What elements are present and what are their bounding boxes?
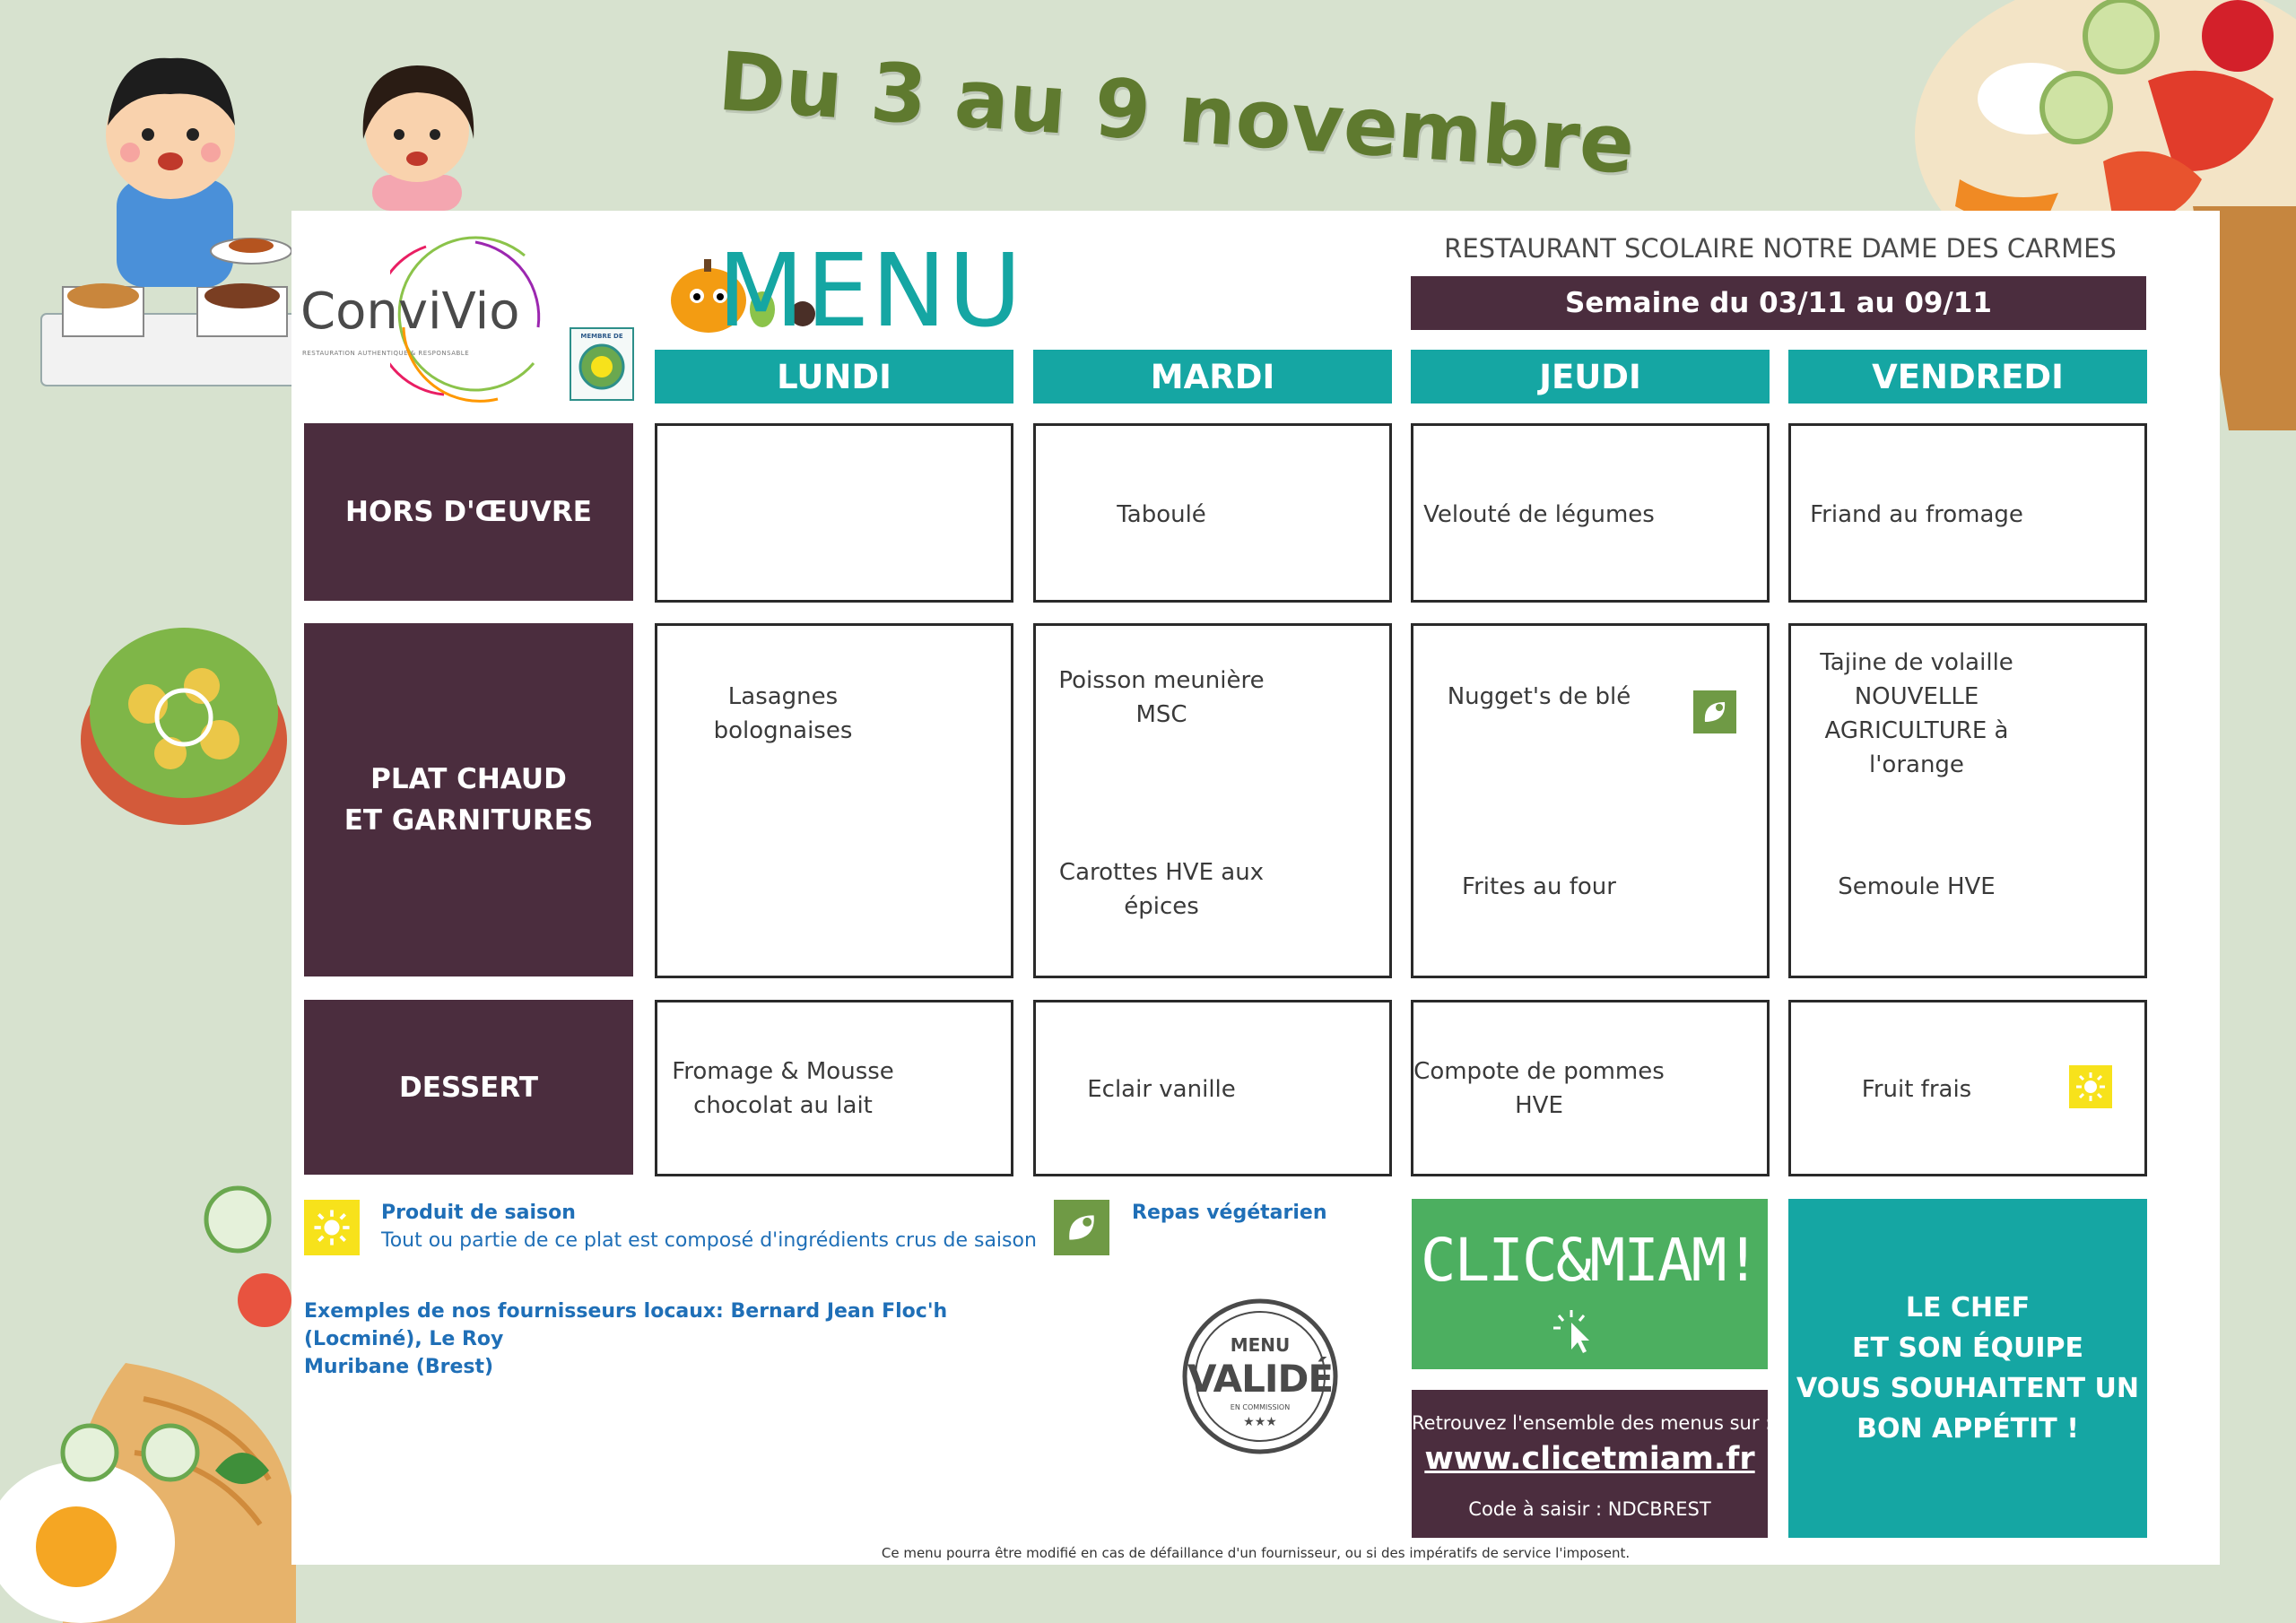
dish-text: Fruit frais: [1861, 1076, 1972, 1103]
day-header-jeudi: JEUDI: [1411, 350, 1770, 404]
cell-dessert-mardi: [1033, 1000, 1392, 1176]
clicmiam-info-box: [1412, 1390, 1772, 1538]
clicmiam-url-link[interactable]: www.clicetmiam.fr: [1424, 1441, 1755, 1477]
dish-text: Lasagnes bolognaises: [713, 683, 853, 744]
stamp-bottom: EN COMMISSION: [1230, 1403, 1291, 1411]
footer-disclaimer: Ce menu pourra être modifié en cas de défaillance d'un fournisseur, ou si des impératifs de service l'imposent.: [881, 1545, 1631, 1561]
brand-tagline: RESTAURATION AUTHENTIQUE & RESPONSABLE: [302, 350, 470, 357]
menu-sheet: [291, 211, 2220, 1565]
brand-name: ConviVio: [300, 282, 520, 341]
row-label-plat-chaud: PLAT CHAUD ET GARNITURES: [304, 623, 633, 976]
local-suppliers: Exemples de nos fournisseurs locaux: Bernard Jean Floc'h (Locminé), Le Roy Muribane (Brest): [304, 1300, 948, 1378]
restaurant-name: RESTAURANT SCOLAIRE NOTRE DAME DES CARMES: [1444, 233, 2117, 264]
cell-plat-jeudi: [1411, 623, 1770, 978]
dish-text: Friand au fromage: [1810, 501, 2023, 528]
pasta-egg-illustration: [0, 1184, 296, 1623]
day-header-lundi: LUNDI: [655, 350, 1013, 404]
member-badge: [570, 327, 634, 401]
legend-season-text: Tout ou partie de ce plat est composé d'ingrédients crus de saison: [381, 1229, 1037, 1252]
dish-text: Eclair vanille: [1087, 1076, 1236, 1103]
page-title: Du 3 au 9 novembre: [715, 34, 1638, 193]
clicmiam-logo-text: CLIC&MIAM!: [1420, 1226, 1760, 1295]
cell-hors-doeuvre-mardi: [1033, 423, 1392, 603]
clicmiam-find-text: Retrouvez l'ensemble des menus sur :: [1412, 1412, 1772, 1434]
menu-word: MENU: [718, 233, 1024, 350]
legend-sun-icon: [304, 1200, 360, 1255]
row-label-dessert: DESSERT: [304, 1000, 633, 1175]
dish-text: Poisson meunière MSC: [1058, 667, 1265, 728]
cell-dessert-lundi: [655, 1000, 1013, 1176]
dish-text: Fromage & Mousse chocolat au lait: [672, 1058, 894, 1119]
kids-serving-illustration: [36, 27, 305, 395]
week-banner: Semaine du 03/11 au 09/11: [1411, 276, 2146, 330]
cell-plat-mardi: [1033, 623, 1392, 978]
cell-hors-doeuvre-lundi: [655, 423, 1013, 603]
chef-message-box: [1788, 1199, 2147, 1538]
member-badge-label: MEMBRE DE: [580, 333, 623, 340]
stamp-main: VALIDÉ: [1187, 1357, 1334, 1401]
dish-text: Nugget's de blé: [1447, 683, 1631, 710]
leaf-icon: [1693, 690, 1736, 733]
legend-leaf-icon: [1054, 1200, 1109, 1255]
salad-illustration: [76, 605, 296, 829]
cursor-icon: [1546, 1306, 1600, 1360]
clicmiam-code-text: Code à saisir : NDCBREST: [1468, 1498, 1711, 1520]
legend-veg-title: Repas végétarien: [1132, 1202, 1327, 1224]
sun-icon: [2069, 1065, 2112, 1108]
dish-text: Tajine de volaille NOUVELLE AGRICULTURE à l'orange: [1820, 649, 2013, 778]
cell-hors-doeuvre-jeudi: [1411, 423, 1770, 603]
day-header-mardi: MARDI: [1033, 350, 1392, 404]
side-text: Carottes HVE aux épices: [1058, 859, 1265, 920]
row-label-hors-doeuvre: HORS D'ŒUVRE: [304, 423, 633, 601]
stamp-top: MENU: [1230, 1334, 1291, 1356]
cell-plat-vendredi: [1788, 623, 2147, 978]
stamp-stars: ★★★: [1243, 1415, 1277, 1429]
dish-text: Taboulé: [1117, 501, 1206, 528]
cell-plat-lundi: [655, 623, 1013, 978]
dish-text: Compote de pommes HVE: [1413, 1058, 1665, 1119]
side-text: Semoule HVE: [1838, 873, 1996, 900]
convivio-logo: [300, 229, 561, 408]
cell-hors-doeuvre-vendredi: [1788, 423, 2147, 603]
legend-season-title: Produit de saison: [381, 1202, 576, 1224]
cell-dessert-jeudi: [1411, 1000, 1770, 1176]
cell-dessert-vendredi: [1788, 1000, 2147, 1176]
clicmiam-logo-box: [1412, 1199, 1768, 1369]
dish-text: Velouté de légumes: [1423, 501, 1655, 528]
badge-seal-icon: [571, 340, 632, 394]
side-text: Frites au four: [1462, 873, 1616, 900]
day-header-vendredi: VENDREDI: [1788, 350, 2147, 404]
girl-illustration: [350, 49, 484, 211]
chef-message: LE CHEF ET SON ÉQUIPE VOUS SOUHAITENT UN BON APPÉTIT !: [1796, 1292, 2139, 1445]
